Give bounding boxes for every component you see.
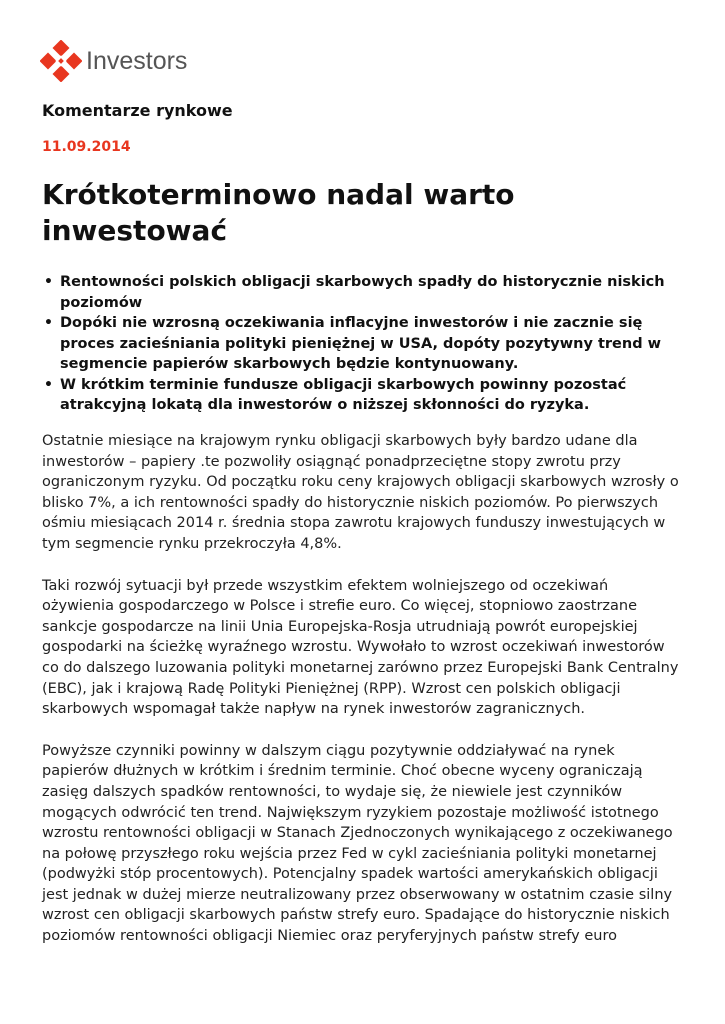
key-point (42, 375, 682, 416)
bullet-icon: • (44, 315, 53, 331)
key-point (42, 313, 682, 375)
body-paragraph: Ostatnie miesiące na krajowym rynku obligacji skarbowych były bardzo udane dla inwestorów – papiery .te pozwoliły osiągnąć ponadprzeciętne stopy zwrotu przy ograniczonym ryzyku. Od początku roku ceny krajowych obligacji skarbowych wzrosły o blisko 7%, a ich rentowności spadły do historycznie niskich poziomów. Po pierwszych ośmiu miesiącach 2014 r. średnia stopa zawrotu krajowych funduszy inwestujących w tym segmencie rynku przekroczyła 4,8%. (42, 433, 679, 552)
investors-logo-icon (40, 40, 82, 82)
bullet-icon: • (44, 274, 53, 290)
key-point-text: W krótkim terminie fundusze obligacji skarbowych powinny pozostać atrakcyjną lokatą dla inwestorów o niższej skłonności do ryzyka. (60, 376, 627, 413)
article-date: 11.09.2014 (42, 139, 131, 155)
company-logo (40, 40, 187, 82)
section-label: Komentarze rynkowe (42, 101, 233, 120)
article-body (42, 431, 682, 968)
body-paragraph: Taki rozwój sytuacji był przede wszystkim efektem wolniejszego od oczekiwań ożywienia gospodarczego w Polsce i strefie euro. Co więcej, stopniowo zaostrzane sankcje gospodarcze na linii Unia Europejska-Rosja utrudniają powrót europejskiej gospodarki na ścieżkę wyraźnego wzrostu. Wywołało to wzrost oczekiwań inwestorów co do dalszego luzowania polityki monetarnej zarówno przez Europejski Bank Centralny (EBC), jak i krajową Radę Polityki Pieniężnej (RPP). Wzrost cen polskich obligacji skarbowych wspomagał także napływ na rynek inwestorów zagranicznych. (42, 577, 679, 718)
key-point (42, 272, 682, 313)
key-point-text: Dopóki nie wzrosną oczekiwania inflacyjne inwestorów i nie zacznie się proces zacieśniania polityki pieniężnej w USA, dopóty pozytywny trend w segmencie papierów skarbowych będzie kontynuowany. (60, 315, 662, 372)
bullet-icon: • (44, 376, 53, 393)
key-point-text: Rentowności polskich obligacji skarbowych spadły do historycznie niskich poziomów (60, 274, 665, 311)
key-points-list (42, 272, 682, 416)
article-title: Krótkoterminowo nadal warto inwestować (42, 178, 515, 247)
body-paragraph: Powyższe czynniki powinny w dalszym ciągu pozytywnie oddziaływać na rynek papierów dłużnych w krótkim i średnim terminie. Choć obecne wyceny ograniczają zasięg dalszych spadków rentowności, to wydaje się, że niewiele jest czynników mogących odwrócić ten trend. Największym ryzykiem pozostaje możliwość istotnego wzrostu rentowności obligacji w Stanach Zjednoczonych wynikającego z oczekiwanego na połowę przyszłego roku wejścia przez Fed w cykl zacieśniania polityki monetarnej (podwyżki stóp procentowych). Potencjalny spadek wartości amerykańskich obligacji jest jednak w dużej mierze neutralizowany przez obserwowany w ostatnim czasie silny wzrost cen obligacji skarbowych państw strefy euro. Spadające do historycznie niskich poziomów rentowności obligacji Niemiec oraz peryferyjnych państw strefy euro (42, 742, 673, 945)
logo-text: Investors (86, 46, 188, 75)
